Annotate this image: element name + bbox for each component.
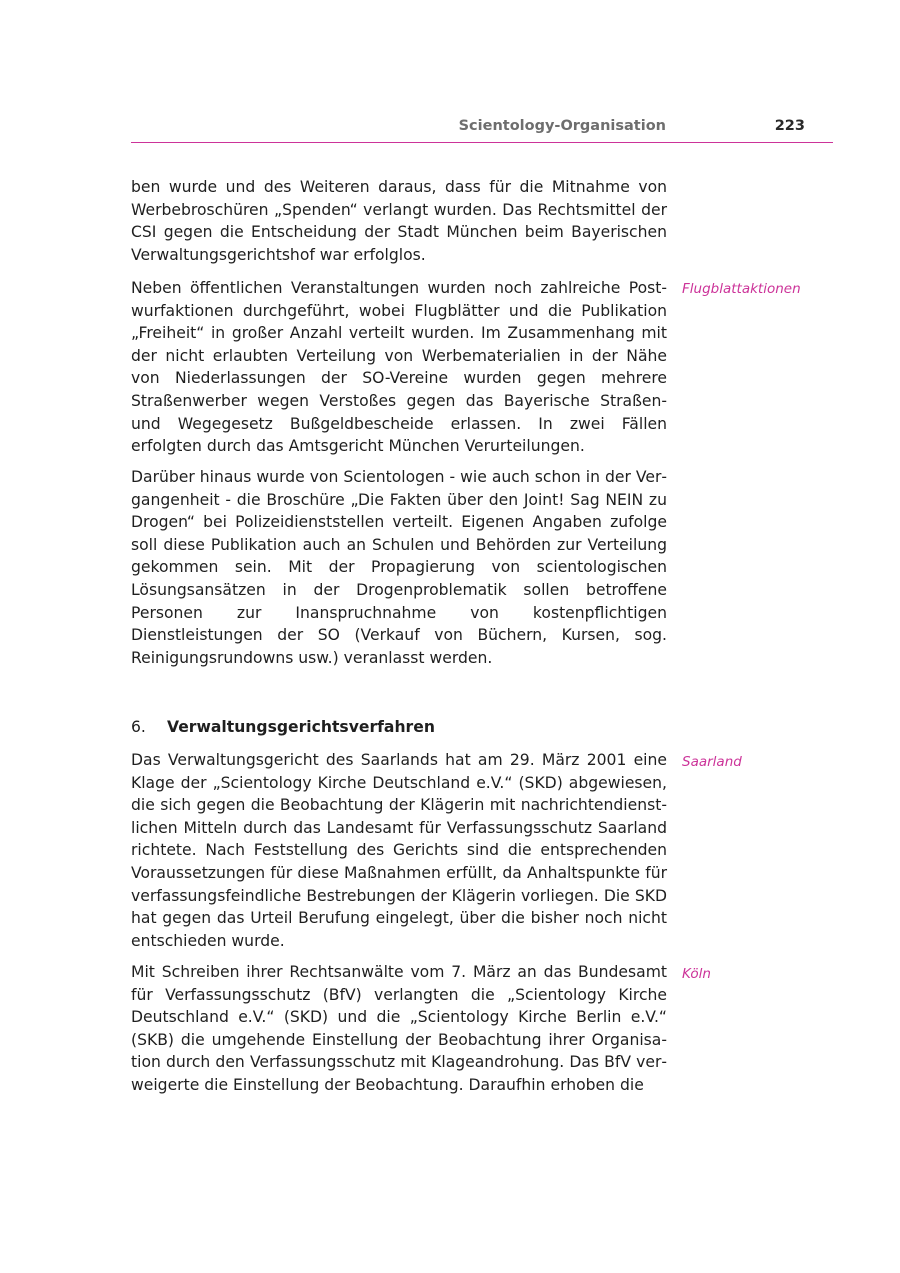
- running-header: [131, 116, 833, 143]
- page-number: 223: [774, 118, 805, 134]
- paragraph-5: [131, 961, 667, 1097]
- paragraph-4-text: Das Verwaltungsgericht des Saarlands hat am 29. März 2001 eine Klage der „Scientology Kirche Deutschland e.V.“ (SKD) abgewiesen, die sich gegen die Beobachtung der Klägerin mit nachrichtendienstlichen Mitteln durch das Landesamt für Verfassungsschutz Saarland richtete. Nach Feststellung des Gerichts sind die entsprechenden Voraussetzungen für diese Maßnahmen erfüllt, da Anhaltspunkte für verfassungsfeindliche Bestrebungen der Klägerin vorliegen. Die SKD hat gegen das Urteil Berufung eingelegt, über die bisher noch nicht entschieden wurde.: [131, 751, 667, 950]
- paragraph-3: [131, 466, 667, 669]
- margin-note-saarland: Saarland: [682, 754, 742, 770]
- margin-note-flugblattaktionen: Flugblattaktionen: [682, 281, 801, 297]
- section-title: Verwaltungsgerichtsverfahren: [167, 718, 435, 736]
- section-number: 6.: [131, 718, 146, 736]
- paragraph-1-text: ben wurde und des Weiteren daraus, dass für die Mitnahme von Werbebroschüren „Spenden“ verlangt wurden. Das Rechtsmittel der CSI gegen die Entscheidung der Stadt München beim Bayerischen Verwaltungsgerichtshof war erfolglos.: [131, 178, 667, 264]
- paragraph-4: [131, 749, 667, 952]
- paragraph-3-text: Darüber hinaus wurde von Scientologen - wie auch schon in der Vergangenheit - die Broschüre „Die Fakten über den Joint! Sag NEIN zu Drogen“ bei Polizeidienststellen verteilt. Eigenen Angaben zufolge soll diese Publikation auch an Schulen und Behörden zur Verteilung gekommen sein. Mit der Propagierung von scientologischen Lösungsansätzen in der Drogenproblematik sollen betroffene Personen zur Inanspruchnahme von kostenpflichtigen Dienstleistungen der SO (Verkauf von Büchern, Kursen, sog. Reinigungsrundowns usw.) veranlasst werden.: [131, 468, 667, 667]
- header-title: Scientology-Organisation: [458, 118, 666, 134]
- section-heading: [131, 716, 435, 738]
- paragraph-1: [131, 176, 667, 266]
- paragraph-2: [131, 277, 667, 458]
- paragraph-2-text: Neben öffentlichen Veranstaltungen wurden noch zahlreiche Postwurfaktionen durchgeführt, wobei Flugblätter und die Publikation „Freiheit“ in großer Anzahl verteilt wurden. Im Zusammenhang mit der nicht erlaubten Verteilung von Werbematerialien in der Nähe von Niederlassungen der SO-Vereine wurden gegen mehrere Straßenwerber wegen Verstoßes gegen das Bayerische Straßen- und Wegegesetz Bußgeldbescheide erlassen. In zwei Fällen erfolgten durch das Amtsgericht München Verurteilungen.: [131, 279, 667, 456]
- margin-note-koeln: Köln: [682, 966, 711, 982]
- paragraph-5-text: Mit Schreiben ihrer Rechtsanwälte vom 7. März an das Bundesamt für Verfassungsschutz (BfV) verlangten die „Scientology Kirche Deutschland e.V.“ (SKD) und die „Scientology Kirche Berlin e.V.“ (SKB) die umgehende Einstellung der Beobachtung ihrer Organisation durch den Verfassungsschutz mit Klageandrohung. Das BfV verweigerte die Einstellung der Beobachtung. Daraufhin erhoben die: [131, 963, 667, 1094]
